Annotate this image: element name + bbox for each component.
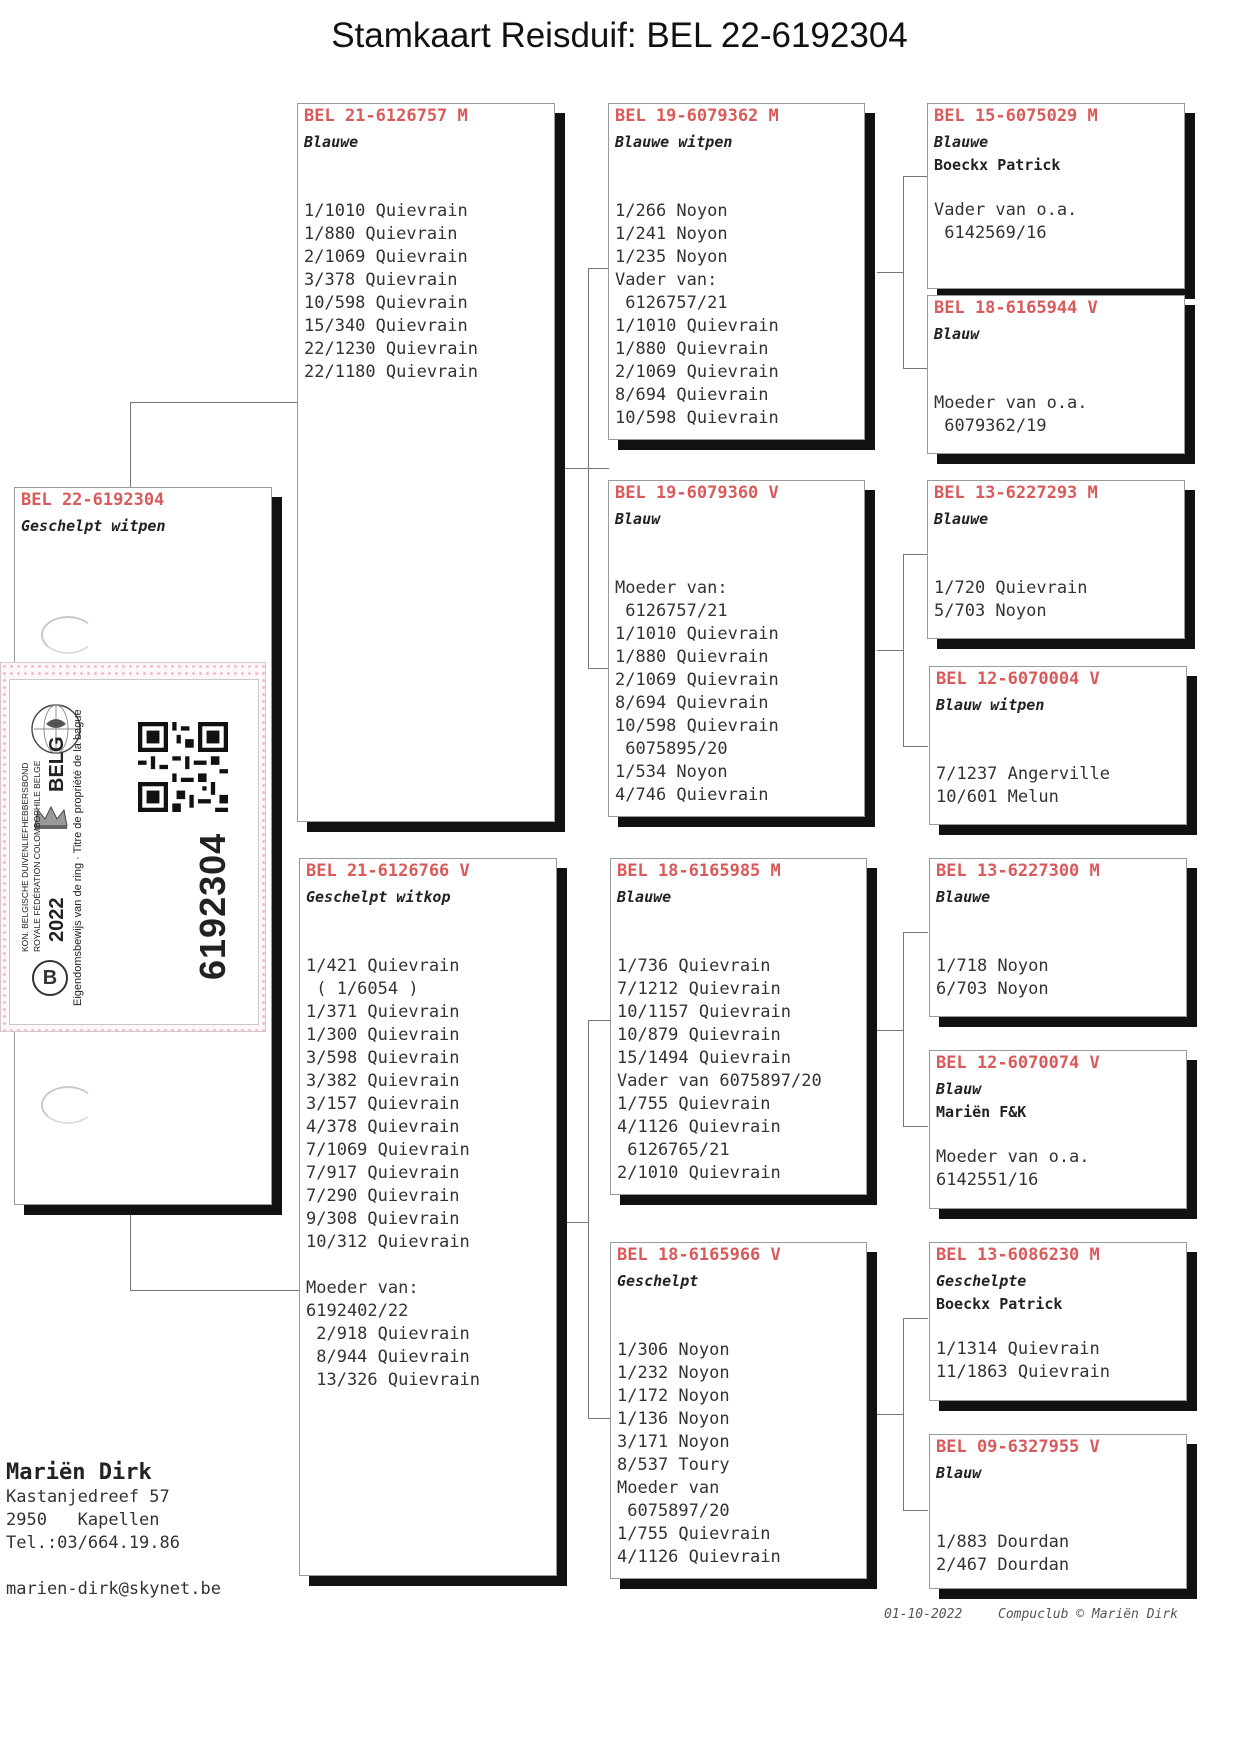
results-list [615,577,858,807]
result-line: 6126757/21 [615,293,728,313]
result-line: 1/421 Quievrain [306,956,460,976]
result-line: 7/290 Quievrain [306,1186,460,1206]
result-line: 10/601 Melun [936,787,1059,807]
pigeon-color: Blauwe [617,888,672,906]
software-credit: Compuclub © Mariën Dirk [998,1607,1179,1622]
result-line: 1/755 Quievrain [617,1524,771,1544]
result-line: 7/1212 Quievrain [617,979,781,999]
result-line: 3/157 Quievrain [306,1094,460,1114]
pigeon-color: Blauwe [934,133,989,151]
ggp-card-mff [929,858,1187,1017]
result-line: 3/171 Noyon [617,1432,730,1452]
result-line: 1/371 Quievrain [306,1002,460,1022]
grandfather-paternal-card [608,103,865,440]
pigeon-color: Blauwe [936,888,991,906]
print-date: 01-10-2022 [884,1607,963,1622]
result-line: 1/1010 Quievrain [615,624,779,644]
result-line: 10/598 Quievrain [304,293,468,313]
ring-number: BEL 18-6165944 V [934,298,1098,318]
result-line: 4/746 Quievrain [615,785,769,805]
results-list [934,199,1178,245]
tag-hole [41,616,95,654]
connector [565,468,609,469]
ring-number: BEL 13-6086230 M [936,1245,1100,1265]
ggp-card-ffm [927,295,1185,454]
ring-year: 2022 [46,897,68,942]
mother-card [299,858,557,1576]
result-line: Moeder van o.a. [934,393,1088,413]
connector [588,1020,589,1418]
result-line: 1/300 Quievrain [306,1025,460,1045]
results-list [306,955,550,1392]
connector [588,268,589,668]
ring-number: BEL 19-6079362 M [615,106,779,126]
tag-hole [41,1086,95,1124]
result-line: 8/944 Quievrain [306,1347,470,1367]
grandfather-maternal-card [610,858,867,1195]
result-line: 10/1157 Quievrain [617,1002,791,1022]
result-line: 9/308 Quievrain [306,1209,460,1229]
connector [903,554,904,746]
ring-number: BEL 13-6227293 M [934,483,1098,503]
result-line: 10/598 Quievrain [615,716,779,736]
result-line: 6142551/16 [936,1170,1039,1190]
pigeon-color: Blauw [936,1464,982,1482]
results-list [934,577,1178,623]
owner-city: 2950 Kapellen [6,1510,160,1530]
result-line: 2/918 Quievrain [306,1324,470,1344]
results-list [936,1146,1180,1192]
owner-street: Kastanjedreef 57 [6,1487,170,1507]
ring-ownership-tag [0,662,266,1032]
ring-country: BELG [46,736,68,792]
result-line: 1/306 Noyon [617,1340,730,1360]
result-line: 3/378 Quievrain [304,270,458,290]
page-title: Stamkaart Reisduif: BEL 22-6192304 [331,16,908,55]
result-line: 6075895/20 [615,739,728,759]
pigeon-color: Blauwe [304,133,359,151]
grandmother-paternal-card [608,480,865,817]
result-line: Moeder van o.a. [936,1147,1090,1167]
ring-tag-number: 6192304 [192,832,233,980]
results-list [304,200,548,384]
ring-number: BEL 09-6327955 V [936,1437,1100,1457]
owner-phone: Tel.:03/664.19.86 [6,1533,180,1553]
result-line: 1/172 Noyon [617,1386,730,1406]
result-line: 4/1126 Quievrain [617,1117,781,1137]
results-list [936,955,1180,1001]
result-line: 1/534 Noyon [615,762,728,782]
results-list [615,200,858,430]
federation-name-nl: KON. BELGISCHE DUIVENLIEFHEBBERSBOND [20,762,30,952]
connector [877,650,904,651]
result-line: 7/1069 Quievrain [306,1140,470,1160]
ggp-card-mfm [929,1050,1187,1209]
result-line: 1/880 Quievrain [615,647,769,667]
result-line: 1/880 Quievrain [615,339,769,359]
breeder-name: Mariën F&K [936,1103,1027,1121]
connector [588,268,609,269]
pigeon-color: Geschelpt [617,1272,699,1290]
connector [903,932,904,1126]
ggp-card-mmf [929,1242,1187,1401]
pigeon-color: Blauw [936,1080,982,1098]
connector [130,1206,131,1290]
connector [903,554,928,555]
owner-email[interactable]: marien-dirk@skynet.be [6,1579,221,1599]
result-line: 15/340 Quievrain [304,316,468,336]
connector [130,1290,300,1291]
ring-number: BEL 21-6126757 M [304,106,468,126]
results-list [936,763,1180,809]
connector [130,402,298,403]
result-line: Vader van 6075897/20 [617,1071,822,1091]
result-line: 7/1237 Angerville [936,764,1110,784]
result-line: 6079362/19 [934,416,1047,436]
result-line: 1/266 Noyon [615,201,728,221]
pigeon-color: Blauw [615,510,661,528]
belgian-federation-logo [32,960,68,996]
result-line: 6075897/20 [617,1501,730,1521]
result-line: 6142569/16 [934,223,1047,243]
pigeon-color: Geschelpt witpen [21,517,166,535]
breeder-name: Boeckx Patrick [934,156,1061,174]
result-line: Vader van o.a. [934,200,1078,220]
result-line: 1/1314 Quievrain [936,1339,1100,1359]
result-line: Moeder van [617,1478,720,1498]
connector [903,1126,928,1127]
father-card [297,103,555,822]
ring-number: BEL 21-6126766 V [306,861,470,881]
pigeon-color: Geschelpte [936,1272,1027,1290]
connector [903,176,928,177]
connector [903,176,904,368]
connector [877,1414,904,1415]
ggp-card-mmm [929,1434,1187,1589]
result-line: 4/1126 Quievrain [617,1547,781,1567]
result-line: ( 1/6054 ) [306,979,419,999]
result-line: 1/232 Noyon [617,1363,730,1383]
result-line: 1/883 Dourdan [936,1532,1070,1552]
result-line: 2/1069 Quievrain [304,247,468,267]
result-line: 3/382 Quievrain [306,1071,460,1091]
ring-number: BEL 22-6192304 [21,490,165,510]
ring-number: BEL 15-6075029 M [934,106,1098,126]
result-line: 1/880 Quievrain [304,224,458,244]
grandmother-maternal-card [610,1242,867,1579]
result-line: 1/235 Noyon [615,247,728,267]
result-line: 1/736 Quievrain [617,956,771,976]
result-line: 11/1863 Quievrain [936,1362,1110,1382]
results-list [936,1338,1180,1384]
breeder-name: Boeckx Patrick [936,1295,1063,1313]
ring-number: BEL 19-6079360 V [615,483,779,503]
connector [588,1020,610,1021]
result-line: 6192402/22 [306,1301,409,1321]
result-line: 1/1010 Quievrain [615,316,779,336]
connector [130,402,131,488]
result-line: 2/1069 Quievrain [615,362,779,382]
result-line: 1/241 Noyon [615,224,728,244]
ring-number: BEL 12-6070074 V [936,1053,1100,1073]
logo-letter: B [42,967,58,989]
results-list [617,955,860,1185]
results-list [617,1339,860,1569]
result-line: Vader van: [615,270,718,290]
result-line: 10/879 Quievrain [617,1025,781,1045]
result-line: 4/378 Quievrain [306,1117,460,1137]
ggp-card-fmm [929,666,1187,825]
result-line: Moeder van: [306,1278,419,1298]
pigeon-color: Blauwe [934,510,989,528]
result-line: 5/703 Noyon [934,601,1047,621]
result-line: 8/694 Quievrain [615,385,769,405]
result-line: 7/917 Quievrain [306,1163,460,1183]
result-line: 3/598 Quievrain [306,1048,460,1068]
ring-number: BEL 13-6227300 M [936,861,1100,881]
result-line: 1/1010 Quievrain [304,201,468,221]
result-line: 1/720 Quievrain [934,578,1088,598]
ring-number: BEL 18-6165966 V [617,1245,781,1265]
result-line: 6/703 Noyon [936,979,1049,999]
owner-block [6,1460,221,1601]
result-line: 1/136 Noyon [617,1409,730,1429]
federation-name-fr: ROYALE FÉDÉRATION COLOMBOPHILE BELGE [32,760,42,952]
pigeon-color: Blauw witpen [936,696,1045,714]
connector [877,1030,904,1031]
connector [903,1318,904,1510]
pigeon-color: Geschelpt witkop [306,888,451,906]
result-line: 6126765/21 [617,1140,730,1160]
owner-name: Mariën Dirk [6,1460,152,1485]
result-line: Moeder van: [615,578,728,598]
result-line: 6126757/21 [615,601,728,621]
connector [588,1418,610,1419]
ring-number: BEL 12-6070004 V [936,669,1100,689]
result-line: 2/1069 Quievrain [615,670,779,690]
pigeon-color: Blauwe witpen [615,133,733,151]
connector [566,1222,588,1223]
result-line: 1/718 Noyon [936,956,1049,976]
results-list [936,1531,1180,1577]
connector [588,668,609,669]
result-line: 22/1180 Quievrain [304,362,478,382]
pigeon-color: Blauw [934,325,980,343]
result-line: 13/326 Quievrain [306,1370,480,1390]
result-line: 22/1230 Quievrain [304,339,478,359]
connector [903,932,928,933]
result-line: 10/312 Quievrain [306,1232,470,1252]
connector [903,368,928,369]
result-line: 2/1010 Quievrain [617,1163,781,1183]
connector [877,272,904,273]
connector [903,1318,928,1319]
results-list [934,392,1178,438]
result-line: 10/598 Quievrain [615,408,779,428]
result-line: 2/467 Dourdan [936,1555,1070,1575]
result-line: 8/694 Quievrain [615,693,769,713]
result-line: 15/1494 Quievrain [617,1048,791,1068]
ggp-card-fff [927,103,1185,289]
result-line: 8/537 Toury [617,1455,730,1475]
ownership-text: Eigendomsbewijs van de ring · Titre de propriété de la bague [72,709,84,1006]
ggp-card-fmf [927,480,1185,639]
ring-tag-card [9,679,259,1025]
connector [903,1510,928,1511]
result-line: 1/755 Quievrain [617,1094,771,1114]
connector [903,746,928,747]
ring-number: BEL 18-6165985 M [617,861,781,881]
qr-code-icon [138,722,228,812]
